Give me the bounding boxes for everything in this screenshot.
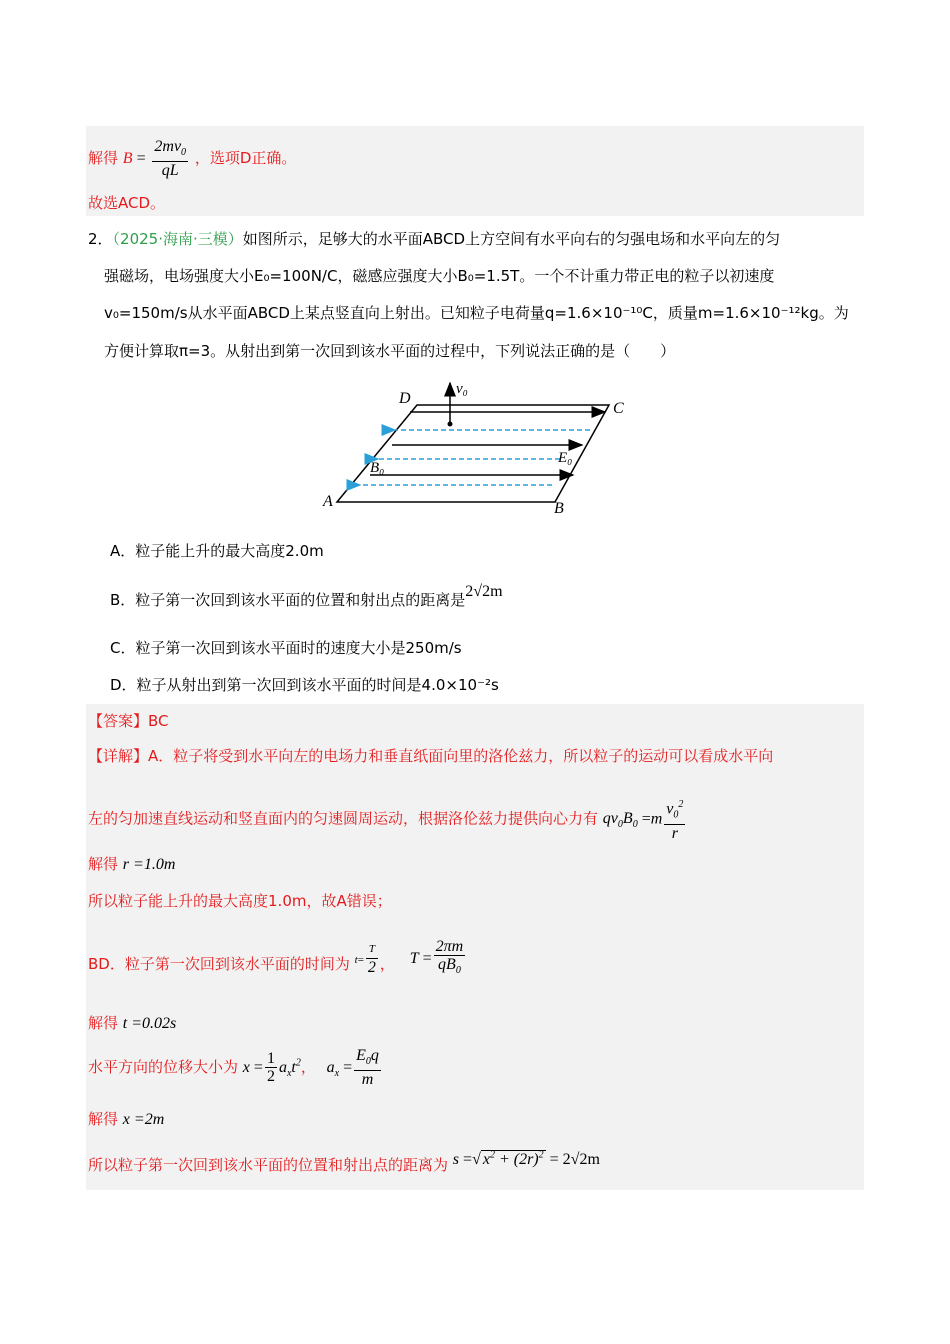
detail-line-1 (88, 745, 773, 766)
fraction-2mv0-qL: $\frac{2mv_0}{qL}$ (154, 138, 187, 180)
x-text: 水平方向的位移大小为 (88, 1058, 239, 1077)
question-2-line4: 方便计算取π=3。从射出到第一次回到该水平面的过程中，下列说法正确的是（ ） (104, 342, 676, 360)
label-e0: E₀ (558, 450, 573, 466)
option-b-text: B．粒子第一次回到该水平面的位置和射出点的距离是 (110, 591, 466, 609)
s-text: 所以粒子第一次回到该水平面的位置和射出点的距离为 (88, 1156, 449, 1174)
detail-text-1: A．粒子将受到水平向左的电场力和垂直纸面向里的洛伦兹力，所以粒子的运动可以看成水平向 (148, 747, 774, 765)
detail-text-2: 左的匀加速直线运动和竖直面内的匀速圆周运动，根据洛伦兹力提供向心力有 (88, 809, 599, 828)
option-b-value: 2√2m (465, 583, 503, 600)
label-b: B (554, 500, 564, 517)
fraction-e0q-m: $\frac{E_0q}{m}$ (356, 1047, 379, 1089)
fraction-t-over-2: $\frac{T}{2}$ (367, 943, 376, 977)
solve-t-line (88, 1012, 176, 1033)
detail-label: 【详解】 (88, 747, 149, 765)
option-d[interactable]: D．粒子从射出到第一次回到该水平面的时间是4.0×10⁻²s (110, 676, 499, 694)
question-text-1: 如图所示，足够大的水平面ABCD上方空间有水平向右的匀强电场和水平向左的匀 (242, 230, 781, 248)
formula-s: s (452, 1151, 460, 1168)
prev-solve-line: 解得 B = $\frac{2mv_0}{qL}$ ，选项D正确。 (88, 138, 297, 180)
particle-dot (448, 422, 453, 427)
question-number: 2． (88, 230, 113, 248)
formula-x: x (242, 1059, 250, 1077)
label-v0: v₀ (456, 381, 468, 397)
label-a: A (323, 493, 333, 510)
bd-text: BD．粒子第一次回到该水平面的时间为 (88, 955, 350, 974)
solve-t-label: 解得 (88, 1014, 119, 1032)
option-c[interactable]: C．粒子第一次回到该水平面时的速度大小是250m/s (110, 639, 462, 657)
option-b[interactable] (110, 583, 503, 610)
fraction-2pim-qb0: $\frac{2\pi m}{qB_0}$ (435, 938, 464, 977)
prev-solve-label: 解得 (88, 149, 119, 168)
bd-line: BD．粒子第一次回到该水平面的时间为 t= $\frac{T}{2}$ ， T = $\frac{2\pi m}{qB_0}$ (88, 938, 467, 979)
x-result: x =2m (122, 1111, 165, 1128)
label-c: C (613, 400, 624, 417)
formula-t-half: t (354, 954, 358, 967)
label-d: D (399, 390, 411, 407)
solve-r-line (88, 853, 175, 874)
field-diagram (320, 375, 640, 520)
question-2-line3: v₀=150m/s从水平面ABCD上某点竖直向上射出。已知粒子电荷量q=1.6×10⁻¹⁰C，质量m=1.6×10⁻¹²kg。为 (104, 304, 849, 322)
option-a[interactable]: A．粒子能上升的最大高度2.0m (110, 542, 324, 560)
formula-lorentz: $qv_0B_0$ (602, 810, 638, 831)
detail-line-2: 左的匀加速直线运动和竖直面内的匀速圆周运动，根据洛伦兹力提供向心力有 $qv_0B_0 =m$ $\frac{v_0^2}{r}$ (88, 796, 687, 842)
formula-ax: $a_x$ (326, 1059, 340, 1080)
height-line: 所以粒子能上升的最大高度1.0m，故A错误； (88, 892, 392, 910)
answer-label: 【答案】BC (88, 712, 169, 730)
t-result: t =0.02s (122, 1015, 177, 1032)
label-b0: B₀ (370, 460, 385, 476)
prev-option-d-text: ，选项D正确。 (194, 149, 297, 168)
formula-b: B (122, 150, 133, 168)
prev-conclusion: 故选ACD。 (88, 194, 166, 212)
r-result: r =1.0m (122, 856, 176, 873)
x-line: 水平方向的位移大小为 x = $\frac{1}{2}$ $a_xt^2$， $a_x$ = $\frac{E_0q}{m}$ (88, 1047, 379, 1089)
fraction-half: $\frac{1}{2}$ (266, 1050, 275, 1086)
question-2-line1 (88, 228, 780, 250)
solve-x-label: 解得 (88, 1110, 119, 1128)
s-line: 所以粒子第一次回到该水平面的位置和射出点的距离为 s =√ $x^2 + (2r)^2 = 2√2m$ (88, 1149, 600, 1174)
question-2-line2: 强磁场，电场强度大小E₀=100N/C，磁感应强度大小B₀=1.5T。一个不计重力带正电的粒子以初速度 (104, 267, 775, 285)
fraction-v0sq-r: $\frac{v_0^2}{r}$ (664, 796, 685, 842)
solve-x-line (88, 1108, 164, 1129)
question-source: （2025·海南·三模） (112, 230, 243, 248)
solve-r-label: 解得 (88, 855, 119, 873)
